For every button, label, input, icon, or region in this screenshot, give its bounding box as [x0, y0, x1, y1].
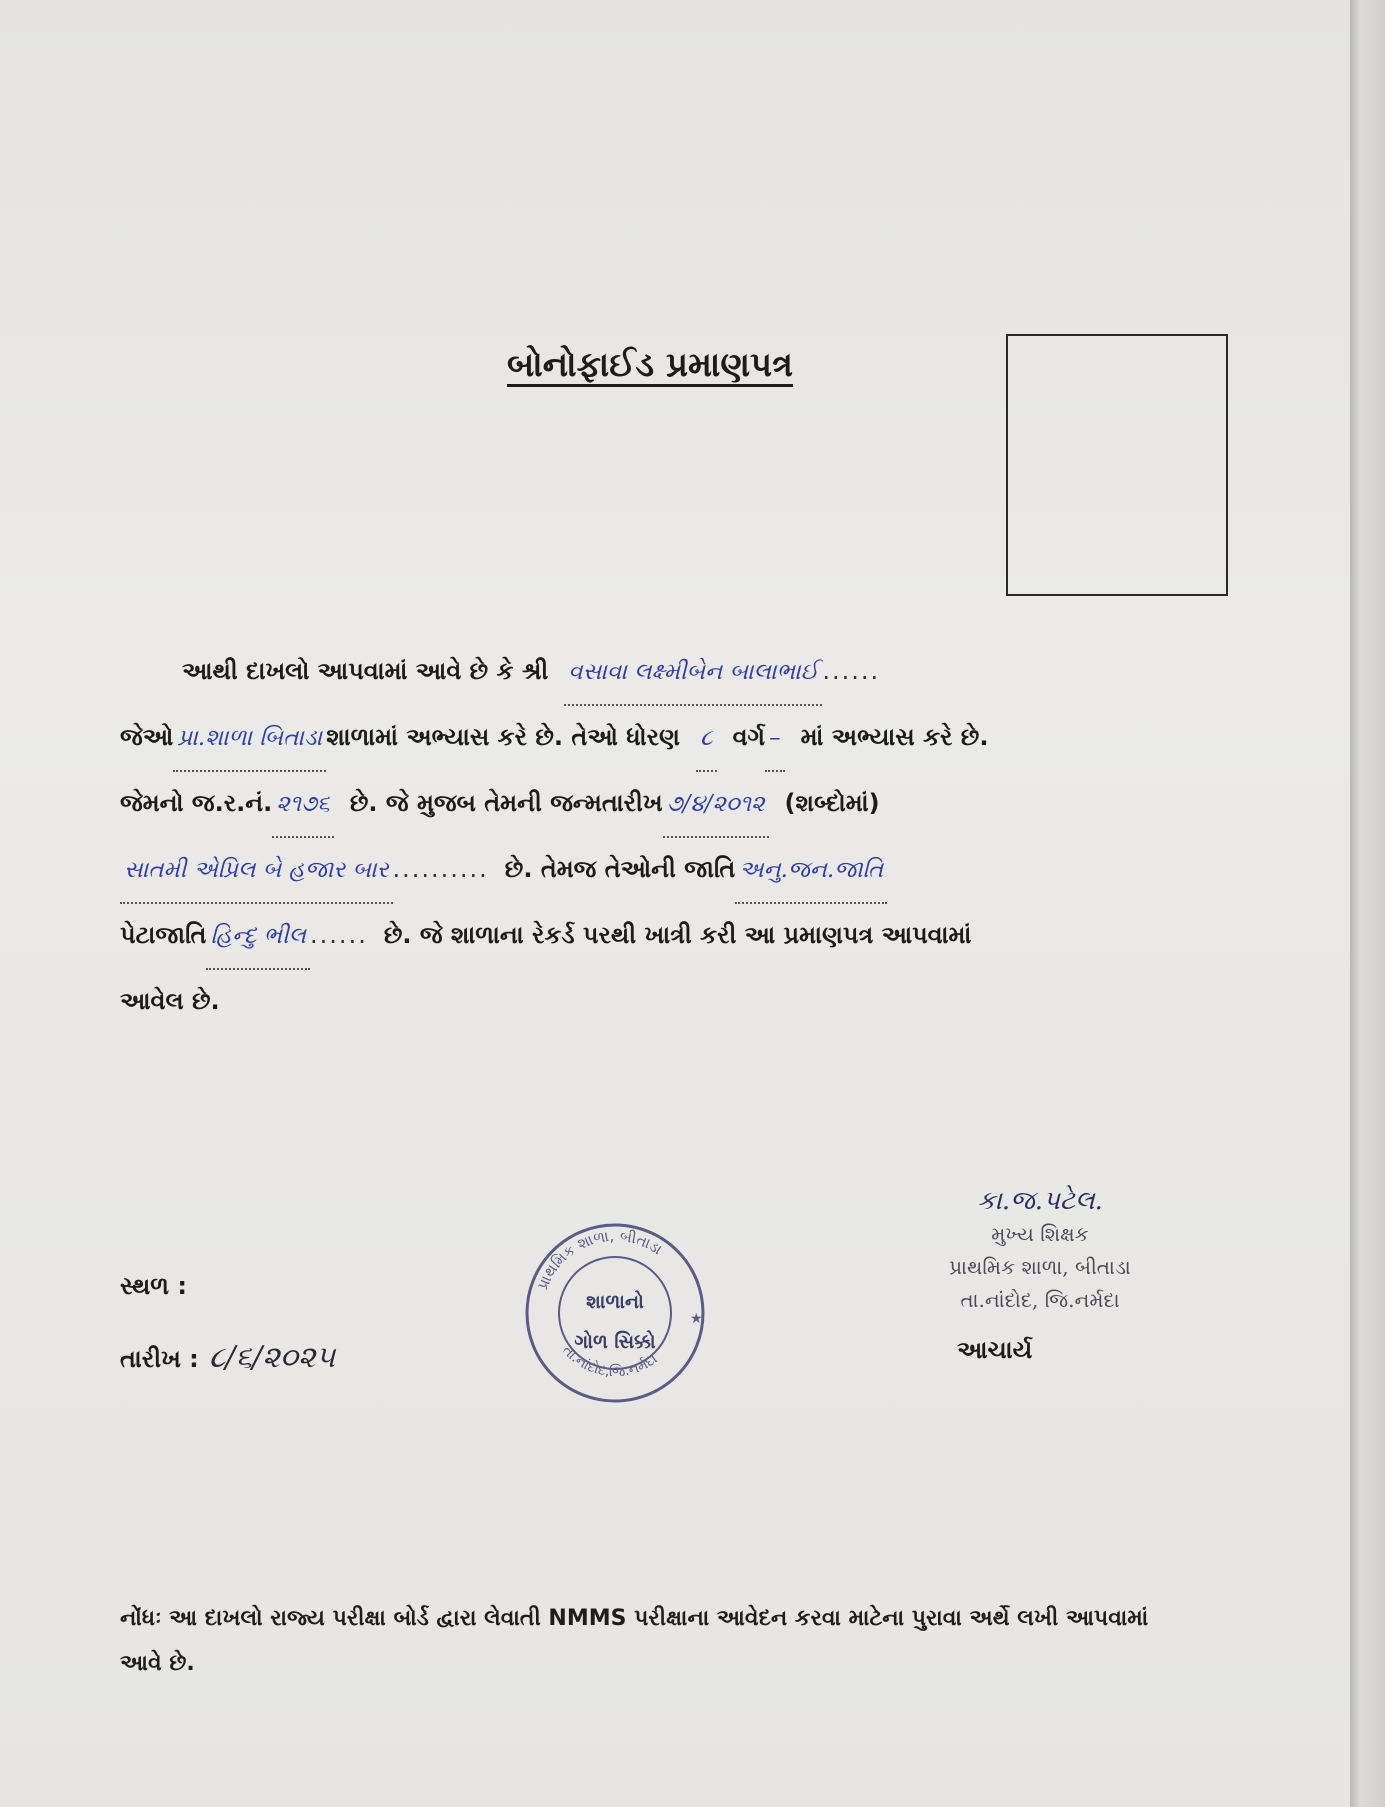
line3-suffix: (શબ્દોમાં)	[784, 789, 880, 817]
dots: ......	[822, 657, 881, 685]
line1-prefix: આથી દાખલો આપવામાં આવે છે કે શ્રી	[182, 657, 549, 685]
school-name-stamp-text: પ્રાથમિક શાળા, બીતાડા	[949, 1255, 1131, 1279]
caste: અનુ.જન.જાતિ	[735, 839, 887, 904]
body-line-6	[120, 970, 1260, 1033]
class-label: વર્ગ	[732, 723, 766, 751]
body-line-1	[120, 640, 1260, 706]
signature: કા.જ.પટેલ.	[977, 1186, 1103, 1216]
body-line-4	[120, 838, 1260, 904]
stamp-outer-text: પ્રાથમિક શાળા, બીતાડા	[533, 1226, 666, 1293]
body-line-3	[120, 772, 1260, 838]
line2-mid: શાળામાં અભ્યાસ કરે છે. તેઓ ધોરણ	[326, 723, 680, 751]
dots: ......	[310, 921, 368, 949]
designation: મુખ્ય શિક્ષક	[991, 1222, 1089, 1246]
date-value: ૮/૬/૨૦૨૫	[208, 1340, 336, 1375]
certificate-title: બોનોફાઈડ પ્રમાણપત્ર	[506, 345, 793, 385]
line5-suffix: છે. જે શાળાના રેકર્ડ પરથી ખાત્રી કરી આ પ્રમાણપત્ર આપવામાં	[383, 921, 972, 949]
stamp-star-icon: ★	[690, 1311, 703, 1327]
place-label: સ્થળ :	[120, 1272, 187, 1300]
line5-prefix: પેટાજાતિ	[120, 921, 207, 949]
line2-suffix: માં અભ્યાસ કરે છે.	[800, 723, 989, 751]
stamp-center-bottom: ગોળ સિક્કો	[574, 1331, 656, 1353]
date-label: તારીખ :	[120, 1345, 199, 1373]
line4-mid: છે. તેમજ તેઓની જાતિ	[504, 855, 736, 883]
division: –	[765, 707, 785, 772]
line3-mid: છે. જે મુજબ તેમની જન્મતારીખ	[349, 789, 663, 817]
footnote: નોંધઃ આ દાખલો રાજ્ય પરીક્ષા બોર્ડ દ્વારા લેવાતી NMMS પરીક્ષાના આવેદન કરવા માટેના પુરાવા અર્થે લખી આપવામાં આવે છે.	[120, 1606, 1149, 1676]
register-number: ૨૧૭૬	[272, 773, 334, 838]
line2-prefix: જેઓ	[120, 723, 174, 751]
line3-prefix: જેમનો જ.ર.નં.	[120, 789, 273, 817]
date-row	[120, 1340, 335, 1375]
body-line-2	[120, 706, 1260, 772]
certificate-body	[120, 640, 1260, 1033]
line6: આવેલ છે.	[120, 987, 220, 1015]
student-name: વસાવા લક્ષ્મીબેન બાલાભાઈ	[564, 641, 822, 706]
body-line-5	[120, 904, 1260, 970]
photo-box	[1006, 334, 1228, 596]
school-name: પ્રા.શાળા બિતાડા	[173, 707, 326, 772]
principal-label: આચાર્ય	[957, 1336, 1033, 1364]
stamp-center-top: શાળાનો	[586, 1291, 644, 1313]
birth-date: ૭/૪/૨૦૧૨	[663, 773, 769, 838]
paper-edge	[1350, 0, 1385, 1807]
standard: ૮	[696, 707, 717, 772]
dots: ..........	[392, 855, 489, 883]
birth-date-words: સાતમી એપ્રિલ બે હજાર બાર	[120, 839, 393, 904]
signature-block	[910, 1185, 1170, 1317]
stamp-bottom-text: તા.નાંદોદ,જિ.નર્મદા	[559, 1342, 661, 1381]
school-address: તા.નાંદોદ, જિ.નર્મદા	[960, 1288, 1120, 1312]
school-stamp	[520, 1218, 710, 1408]
sub-caste: હિન્દુ ભીલ	[206, 905, 310, 970]
